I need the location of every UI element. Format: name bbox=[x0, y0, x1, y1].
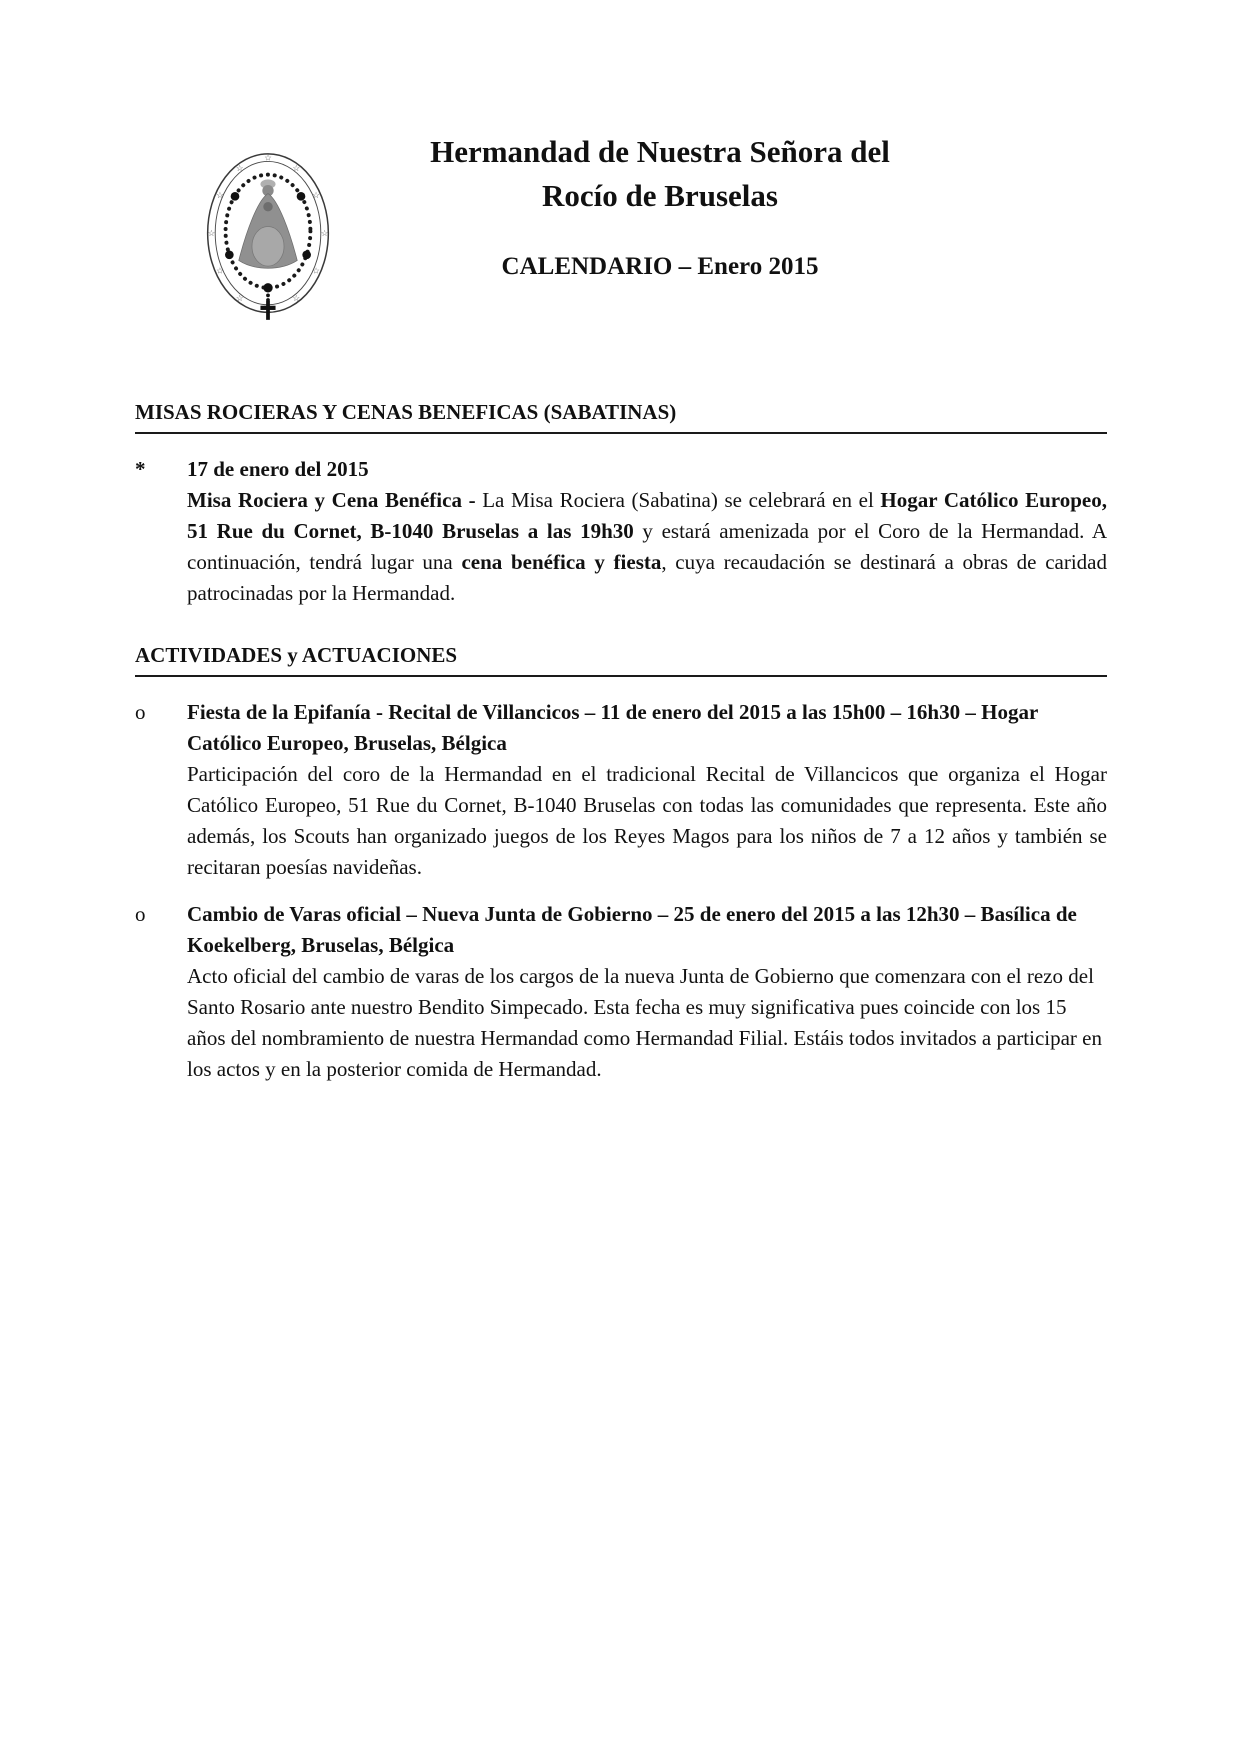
list-item-misa-sabatina bbox=[135, 454, 1107, 609]
svg-text:☆: ☆ bbox=[235, 162, 244, 173]
virgen-del-rocio-emblem-icon bbox=[202, 146, 334, 324]
svg-text:☆: ☆ bbox=[292, 293, 301, 303]
svg-text:☆: ☆ bbox=[207, 227, 216, 238]
event-description: Misa Rociera y Cena Benéfica - La Misa Rociera (Sabatina) se celebrará en el Hogar Católico Europeo, 51 Rue du Cornet, B-1040 Bruselas a las 19h30 y estará amenizada por el Coro de la Hermandad. A continuación, tendrá lugar una cena benéfica y fiesta, cuya recaudación se destinará a obras de caridad patrocinadas por la Hermandad. bbox=[187, 488, 1107, 605]
asterisk-bullet: * bbox=[135, 457, 146, 481]
event-description: Participación del coro de la Hermandad en el tradicional Recital de Villancicos que organiza el Hogar Católico Europeo, 51 Rue du Cornet, B-1040 Bruselas con todas las comunidades que representa. Este año además, los Scouts han organizado juegos de los Reyes Magos para los niños de 7 a 12 años y también se recitaran poesías navideñas. bbox=[187, 762, 1107, 879]
svg-text:☆: ☆ bbox=[216, 190, 224, 201]
svg-text:☆: ☆ bbox=[264, 152, 272, 163]
svg-text:☆: ☆ bbox=[312, 265, 320, 276]
calendar-subtitle: CALENDARIO – Enero 2015 bbox=[501, 253, 819, 280]
svg-text:☆: ☆ bbox=[235, 293, 244, 303]
list-item-epifania bbox=[135, 697, 1107, 883]
event-description: Acto oficial del cambio de varas de los cargos de la nueva Junta de Gobierno que comenzara con el rezo del Santo Rosario ante nuestro Bendito Simpecado. Esta fecha es muy significativa pues coincide con los 15 años del nombramiento de nuestra Hermandad como Hermandad Filial. Estáis todos invitados a participar en los actos y en la posterior comida de Hermandad. bbox=[187, 964, 1102, 1081]
page-title-line2: Rocío de Bruselas bbox=[542, 178, 778, 214]
svg-text:☆: ☆ bbox=[320, 227, 329, 238]
document-body bbox=[135, 400, 1107, 1101]
page-title bbox=[330, 130, 990, 218]
section-heading-actividades: ACTIVIDADES y ACTUACIONES bbox=[135, 643, 1107, 677]
event-date: 17 de enero del 2015 bbox=[187, 457, 369, 481]
list-item-cambio-de-varas bbox=[135, 899, 1107, 1085]
circle-bullet: o bbox=[135, 700, 146, 724]
svg-text:☆: ☆ bbox=[216, 265, 224, 276]
event-title: Fiesta de la Epifanía - Recital de Villancicos – 11 de enero del 2015 a las 15h00 – 16h30 – Hogar Católico Europeo, Bruselas, Bélgica bbox=[187, 700, 1038, 755]
svg-text:☆: ☆ bbox=[292, 162, 301, 173]
circle-bullet: o bbox=[135, 902, 146, 926]
page-title-line1: Hermandad de Nuestra Señora del bbox=[430, 134, 890, 169]
svg-text:☆: ☆ bbox=[312, 190, 320, 201]
event-title: Cambio de Varas oficial – Nueva Junta de Gobierno – 25 de enero del 2015 a las 12h30 – Basílica de Koekelberg, Bruselas, Bélgica bbox=[187, 902, 1077, 957]
section-heading-misas: MISAS ROCIERAS Y CENAS BENEFICAS (SABATINAS) bbox=[135, 400, 1107, 434]
